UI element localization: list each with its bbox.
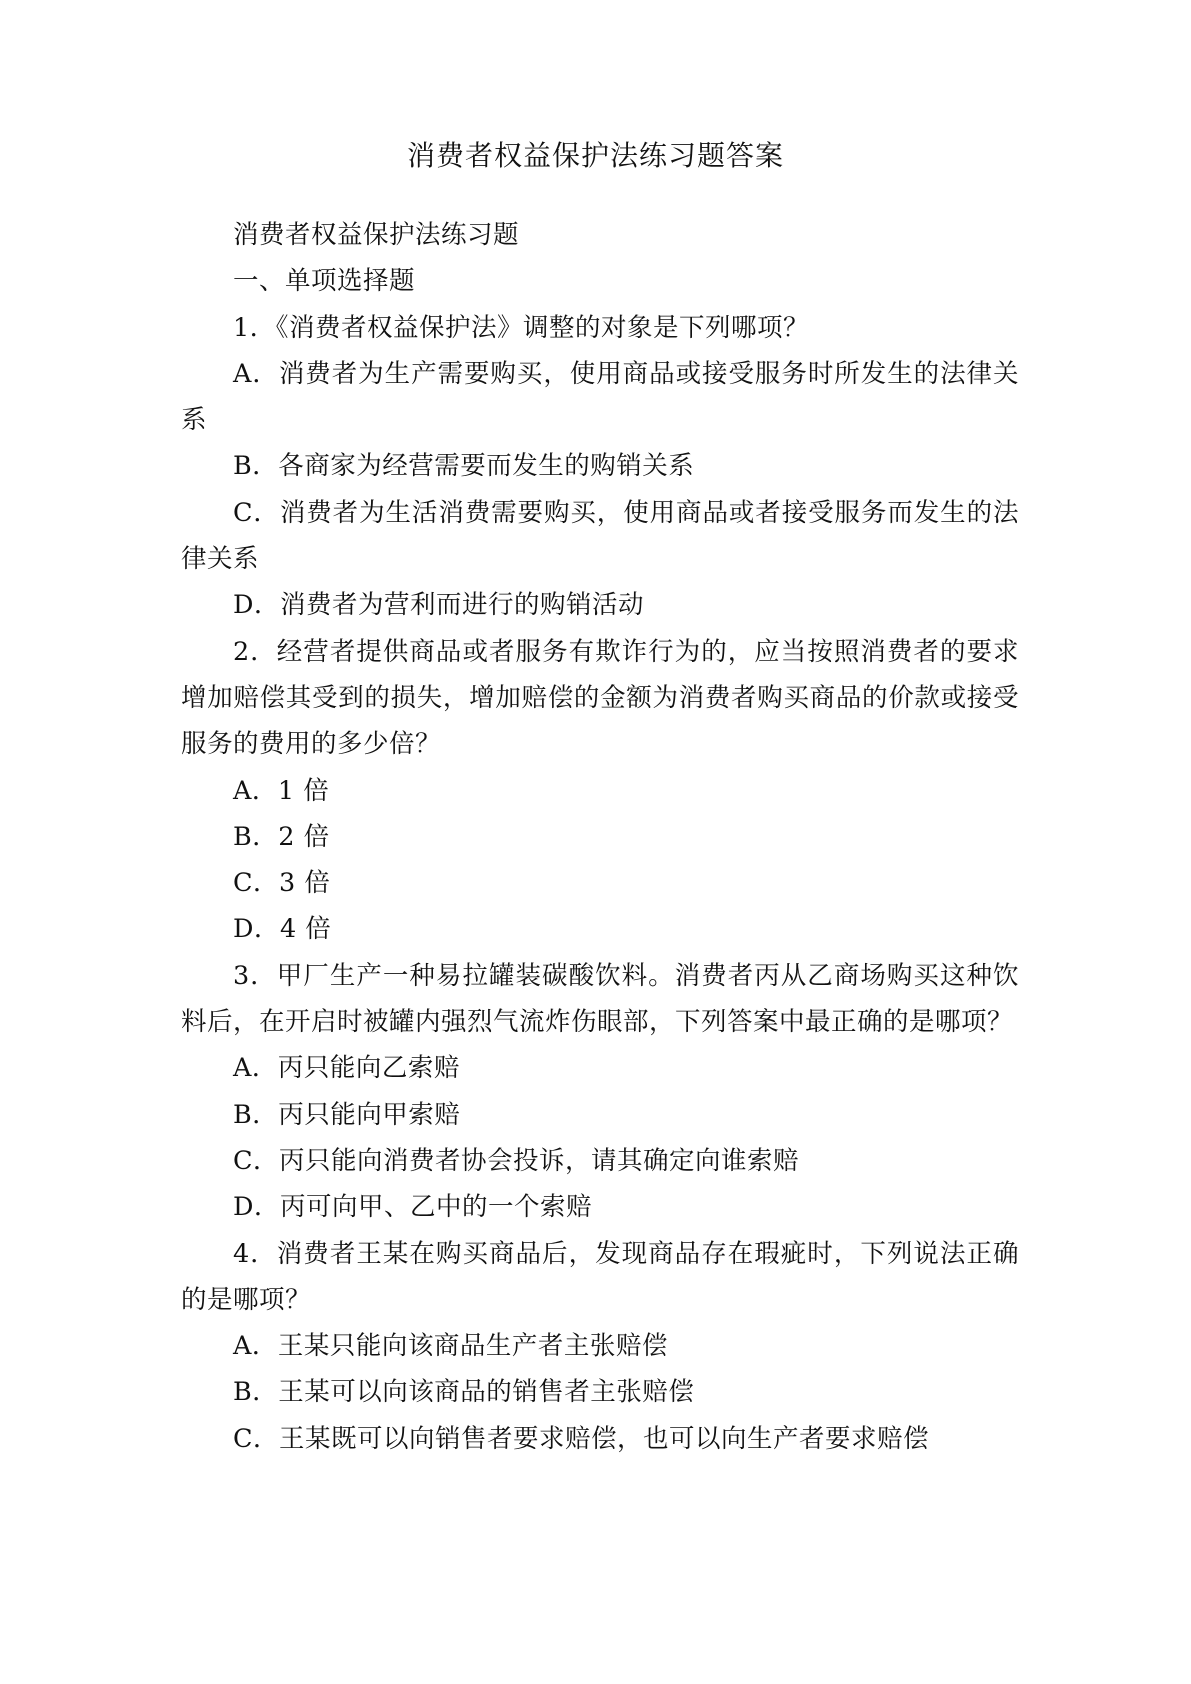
question-3-option-a: A．丙只能向乙索赔 bbox=[233, 1053, 460, 1084]
question-1-option-c: C．消费者为生活消费需要购买，使用商品或者接受服务而发生的法律关系 bbox=[181, 497, 1019, 575]
document-body bbox=[181, 212, 1019, 1462]
question-2: 2．经营者提供商品或者服务有欺诈行为的，应当按照消费者的要求增加赔偿其受到的损失，增加赔偿的金额为消费者购买商品的价款或接受服务的费用的多少倍？ bbox=[181, 636, 1019, 760]
question-2-option-a: A．1 倍 bbox=[233, 775, 330, 806]
section-heading: 消费者权益保护法练习题 bbox=[233, 220, 520, 250]
question-3-option-c: C．丙只能向消费者协会投诉，请其确定向谁索赔 bbox=[233, 1145, 800, 1176]
question-3-option-b: B．丙只能向甲索赔 bbox=[233, 1099, 461, 1130]
question-4: 4．消费者王某在购买商品后，发现商品存在瑕疵时，下列说法正确的是哪项？ bbox=[181, 1238, 1019, 1315]
question-2-option-d: D．4 倍 bbox=[233, 914, 332, 945]
question-4-option-a: A．王某只能向该商品生产者主张赔偿 bbox=[233, 1331, 668, 1362]
subsection-heading: 一、单项选择题 bbox=[233, 266, 416, 297]
question-4-option-c: C．王某既可以向销售者要求赔偿，也可以向生产者要求赔偿 bbox=[233, 1423, 930, 1454]
question-1: 1．《消费者权益保护法》调整的对象是下列哪项？ bbox=[233, 312, 809, 343]
question-2-option-b: B．2 倍 bbox=[233, 821, 330, 852]
question-1-option-d: D．消费者为营利而进行的购销活动 bbox=[233, 590, 644, 621]
question-1-option-b: B．各商家为经营需要而发生的购销关系 bbox=[233, 451, 695, 482]
question-2-option-c: C．3 倍 bbox=[233, 868, 331, 899]
question-3-option-d: D．丙可向甲、乙中的一个索赔 bbox=[233, 1192, 592, 1223]
question-4-option-b: B．王某可以向该商品的销售者主张赔偿 bbox=[233, 1377, 695, 1408]
document-title: 消费者权益保护法练习题答案 bbox=[406, 139, 784, 172]
question-3: 3．甲厂生产一种易拉罐装碳酸饮料。消费者丙从乙商场购买这种饮料后，在开启时被罐内强烈气流炸伤眼部，下列答案中最正确的是哪项？ bbox=[181, 960, 1019, 1038]
question-1-option-a: A．消费者为生产需要购买，使用商品或接受服务时所发生的法律关系 bbox=[181, 358, 1019, 436]
